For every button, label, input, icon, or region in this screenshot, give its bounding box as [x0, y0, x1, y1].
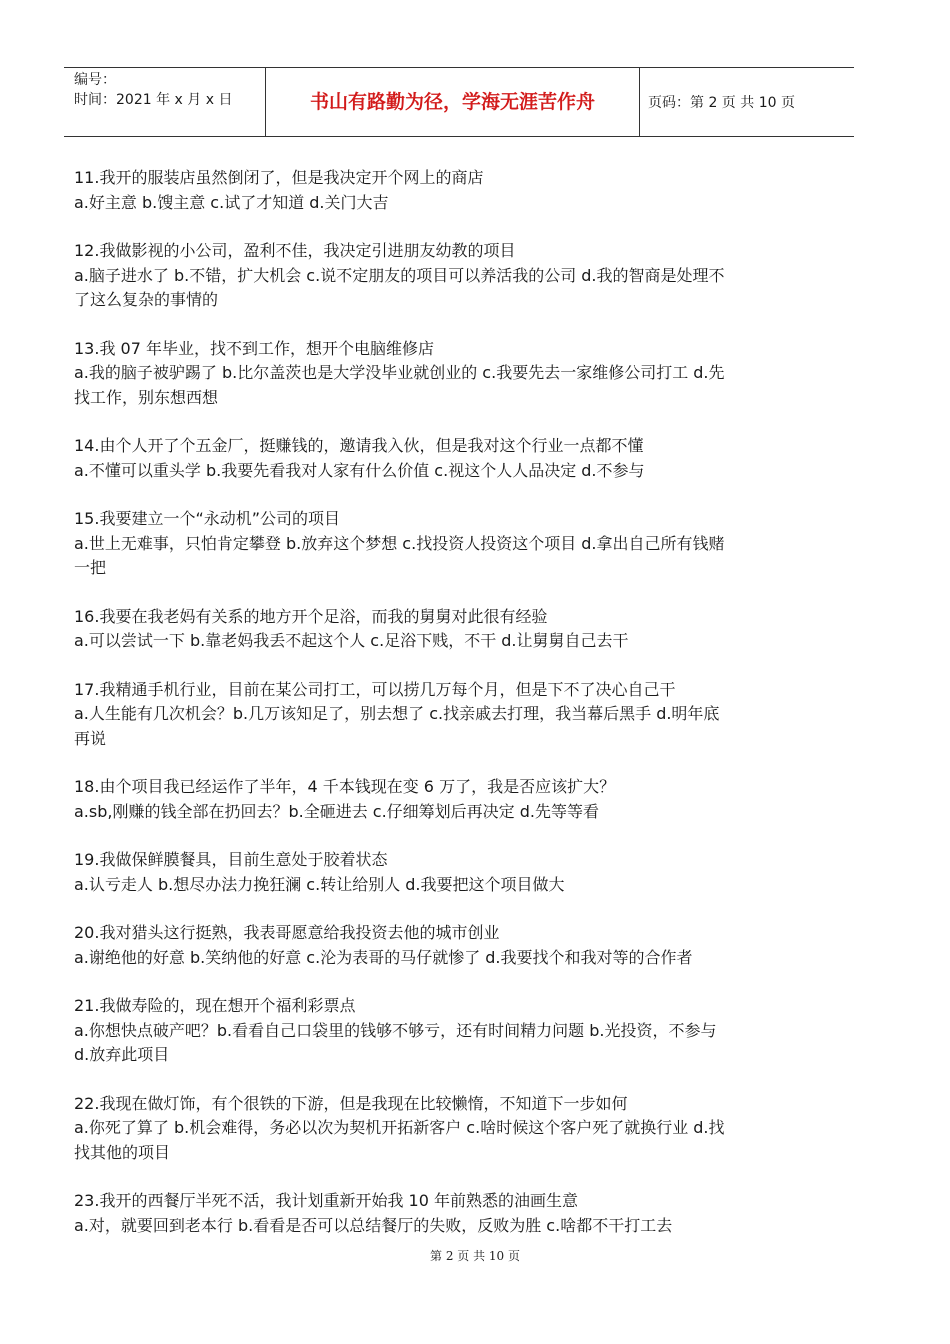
question-text: 12.我做影视的小公司，盈利不佳，我决定引进朋友幼教的项目 — [74, 241, 516, 260]
answer-options: a.对，就要回到老本行 b.看看是否可以总结餐厅的失败，反败为胜 c.啥都不干打工去 — [74, 1215, 673, 1235]
answer-options: a.认亏走人 b.想尽办法力挽狂澜 c.转让给别人 d.我要把这个项目做大 — [74, 874, 565, 894]
page-header — [64, 67, 854, 137]
question-text: 11.我开的服装店虽然倒闭了，但是我决定开个网上的商店 — [74, 168, 484, 187]
answer-options: a.你想快点破产吧？b.看看自己口袋里的钱够不够亏，还有时间精力问题 b.光投资，不参与 — [74, 1020, 717, 1040]
question-block — [74, 1189, 854, 1238]
question-block — [74, 507, 854, 581]
question-text: 22.我现在做灯饰，有个很铁的下游，但是我现在比较懒惰，不知道下一步如何 — [74, 1093, 628, 1113]
question-text: 15.我要建立一个“永动机”公司的项目 — [74, 509, 341, 528]
question-text: 18.由个项目我已经运作了半年，4 千本钱现在变 6 万了，我是否应该扩大？ — [74, 777, 616, 796]
motto: 书山有路勤为径，学海无涯苦作舟 — [309, 91, 595, 113]
answer-options: a.脑子进水了 b.不错，扩大机会 c.说不定朋友的项目可以养活我的公司 d.我的智商是处理不 — [74, 265, 725, 285]
answer-options: d.放弃此项目 — [74, 1045, 170, 1064]
answer-options: 找工作，别东想西想 — [74, 387, 219, 407]
time-label: 时间：2021 年 x 月 x 日 — [74, 92, 233, 108]
header-left-cell — [64, 68, 266, 136]
answer-options: 再说 — [74, 728, 107, 748]
question-block — [74, 166, 854, 215]
answer-options: 了这么复杂的事情的 — [74, 290, 219, 309]
answer-options: a.我的脑子被驴踢了 b.比尔盖茨也是大学没毕业就创业的 c.我要先去一家维修公司打工 d.先 — [74, 363, 725, 382]
page-info: 页码：第 2 页 共 10 页 — [648, 95, 795, 111]
question-text: 20.我对猎头这行挺熟，我表哥愿意给我投资去他的城市创业 — [74, 923, 500, 942]
header-page-cell — [640, 68, 854, 136]
answer-options: a.谢绝他的好意 b.笑纳他的好意 c.沦为表哥的马仔就惨了 d.我要找个和我对等的合作者 — [74, 947, 693, 967]
question-list — [74, 166, 854, 1262]
question-block — [74, 605, 854, 654]
header-motto-cell — [266, 68, 640, 136]
question-text: 17.我精通手机行业，目前在某公司打工，可以捞几万每个月，但是下不了决心自己干 — [74, 679, 676, 699]
answer-options: 一把 — [74, 558, 107, 577]
question-text: 23.我开的西餐厅半死不活，我计划重新开始我 10 年前熟悉的油画生意 — [74, 1191, 578, 1210]
question-block — [74, 678, 854, 752]
answer-options: 找其他的项目 — [74, 1142, 171, 1162]
page-footer: 第 2 页 共 10 页 — [430, 1249, 520, 1263]
answer-options: a.sb,刚赚的钱全部在扔回去？b.全砸进去 c.仔细筹划后再决定 d.先等等看 — [74, 801, 600, 821]
answer-options: a.可以尝试一下 b.靠老妈我丢不起这个人 c.足浴下贱，不干 d.让舅舅自己去干 — [74, 631, 629, 650]
question-text: 19.我做保鲜膜餐具，目前生意处于胶着状态 — [74, 850, 388, 869]
question-block — [74, 994, 854, 1068]
question-text: 14.由个人开了个五金厂，挺赚钱的，邀请我入伙，但是我对这个行业一点都不懂 — [74, 436, 644, 455]
question-block — [74, 1092, 854, 1166]
question-text: 21.我做寿险的，现在想开个福利彩票点 — [74, 996, 356, 1015]
question-block — [74, 775, 854, 824]
question-block — [74, 921, 854, 970]
answer-options: a.你死了算了 b.机会难得，务必以次为契机开拓新客户 c.啥时候这个客户死了就换行业 d.找 — [74, 1118, 725, 1137]
answer-options: a.好主意 b.馊主意 c.试了才知道 d.关门大吉 — [74, 192, 389, 212]
question-text: 16.我要在我老妈有关系的地方开个足浴，而我的舅舅对此很有经验 — [74, 606, 548, 626]
question-block — [74, 848, 854, 897]
question-text: 13.我 07 年毕业，找不到工作，想开个电脑维修店 — [74, 338, 434, 358]
answer-options: a.人生能有几次机会？b.几万该知足了，别去想了 c.找亲戚去打理，我当幕后黑手 d.明年底 — [74, 704, 720, 723]
number-label: 编号： — [74, 72, 116, 88]
question-block — [74, 337, 854, 411]
question-block — [74, 434, 854, 483]
question-block — [74, 239, 854, 313]
answer-options: a.世上无难事，只怕肯定攀登 b.放弃这个梦想 c.找投资人投资这个项目 d.拿出自己所有钱赌 — [74, 533, 725, 553]
answer-options: a.不懂可以重头学 b.我要先看我对人家有什么价值 c.视这个人人品决定 d.不参与 — [74, 460, 645, 480]
